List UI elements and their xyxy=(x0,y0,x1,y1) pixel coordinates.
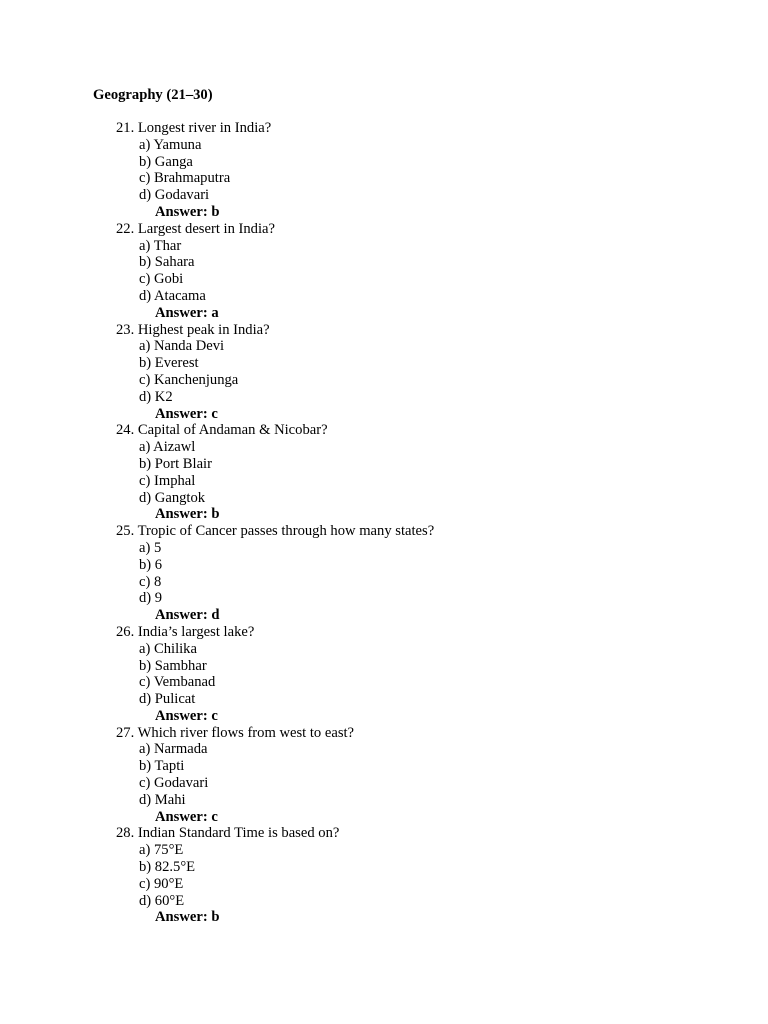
option-text: d) Mahi xyxy=(139,791,186,808)
option-text: c) Kanchenjunga xyxy=(139,371,239,388)
option-text: d) Atacama xyxy=(139,287,206,304)
option-list xyxy=(0,238,434,305)
option-text: a) Yamuna xyxy=(139,136,202,153)
section-title: Geography (21–30) xyxy=(93,87,213,103)
option-text: b) Port Blair xyxy=(139,455,212,472)
question-item xyxy=(0,322,434,423)
question-item xyxy=(0,725,434,826)
option-text: a) 5 xyxy=(139,539,162,556)
option-text: c) Vembanad xyxy=(139,674,216,691)
option-list xyxy=(0,137,434,204)
option-list xyxy=(0,741,434,808)
option-text: c) Godavari xyxy=(139,775,209,792)
answer-text: Answer: b xyxy=(155,506,220,523)
option-text: d) K2 xyxy=(139,388,173,405)
option-text: a) Nanda Devi xyxy=(139,338,225,355)
question-item xyxy=(0,120,434,221)
question-item xyxy=(0,523,434,624)
option-list xyxy=(0,338,434,405)
option-list xyxy=(0,842,434,909)
option-text: d) Pulicat xyxy=(139,691,196,708)
option-text: b) Sahara xyxy=(139,254,195,271)
option-text: a) Thar xyxy=(139,237,182,254)
question-item xyxy=(0,624,434,725)
option-text: b) 6 xyxy=(139,556,163,573)
option-text: c) 8 xyxy=(139,573,162,590)
option-text: b) Ganga xyxy=(139,153,193,170)
option-text: b) 82.5°E xyxy=(139,859,196,876)
question-text: 23. Highest peak in India? xyxy=(116,321,270,338)
option-text: d) Godavari xyxy=(139,187,210,204)
option-text: b) Tapti xyxy=(139,758,185,775)
answer-text: Answer: c xyxy=(155,405,218,422)
question-text: 24. Capital of Andaman & Nicobar? xyxy=(116,422,328,439)
option-text: a) Narmada xyxy=(139,741,208,758)
option-text: a) Chilika xyxy=(139,640,197,657)
option-text: d) Gangtok xyxy=(139,489,206,506)
option-text: c) 90°E xyxy=(139,875,184,892)
option-text: c) Brahmaputra xyxy=(139,170,231,187)
option-text: b) Sambhar xyxy=(139,657,207,674)
answer-text: Answer: b xyxy=(155,203,220,220)
question-item xyxy=(0,422,434,523)
option-text: c) Gobi xyxy=(139,271,184,288)
question-item xyxy=(0,825,434,926)
option-text: a) Aizawl xyxy=(139,439,196,456)
option-text: c) Imphal xyxy=(139,472,196,489)
question-text: 26. India’s largest lake? xyxy=(116,623,255,640)
option-list xyxy=(0,641,434,708)
answer-text: Answer: c xyxy=(155,808,218,825)
question-text: 25. Tropic of Cancer passes through how many states? xyxy=(116,523,435,540)
option-text: a) 75°E xyxy=(139,842,184,859)
answer-text: Answer: a xyxy=(155,304,219,321)
question-text: 21. Longest river in India? xyxy=(116,120,272,136)
answer-text: Answer: d xyxy=(155,607,220,624)
question-list xyxy=(0,120,434,926)
option-list xyxy=(0,540,434,607)
question-item xyxy=(0,221,434,322)
question-text: 22. Largest desert in India? xyxy=(116,220,275,237)
question-text: 27. Which river flows from west to east? xyxy=(116,724,355,741)
option-text: d) 60°E xyxy=(139,892,185,909)
option-list xyxy=(0,439,434,506)
answer-text: Answer: b xyxy=(155,909,220,926)
question-text: 28. Indian Standard Time is based on? xyxy=(116,825,340,842)
answer-text: Answer: c xyxy=(155,707,218,724)
option-text: b) Everest xyxy=(139,355,199,372)
option-text: d) 9 xyxy=(139,590,163,607)
